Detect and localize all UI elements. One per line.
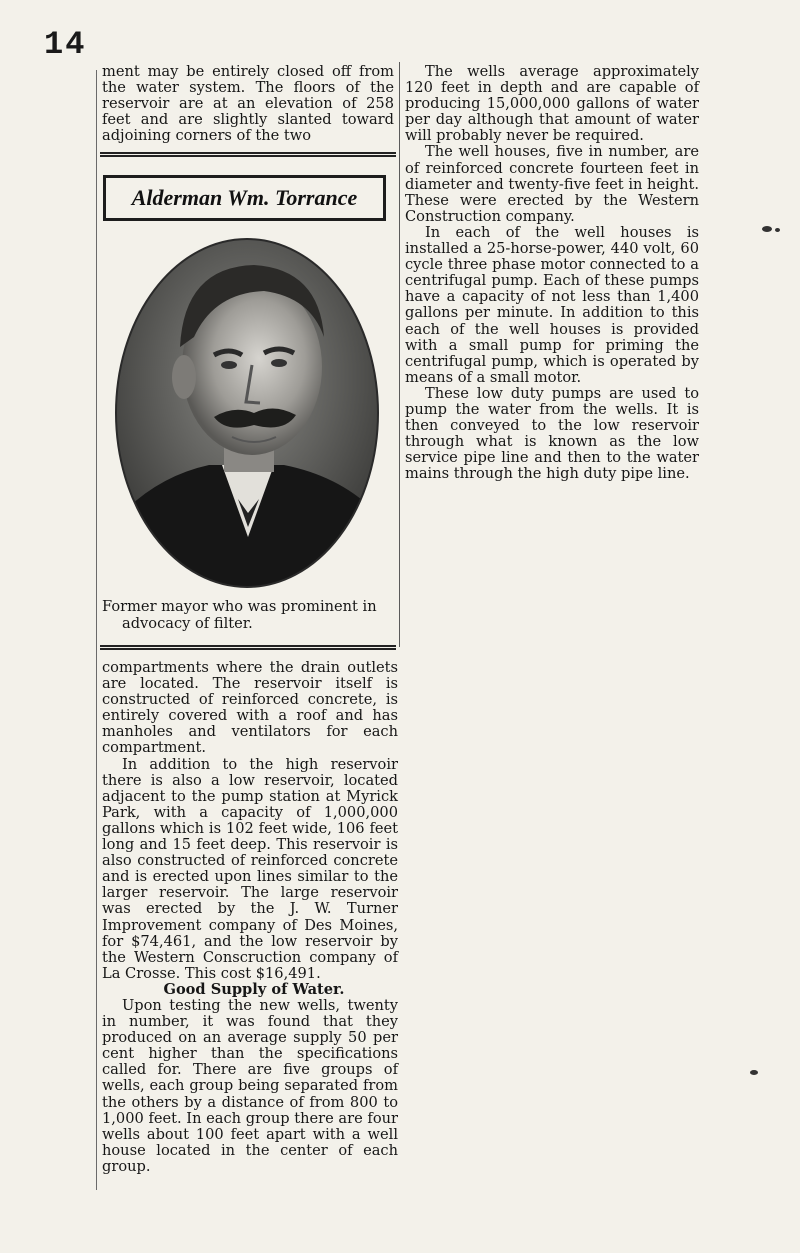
- ink-speck: [775, 228, 780, 232]
- paragraph: These low duty pumps are used to pump the water from the wells. It is then conveyed to the low reservoir through what is known as the low service pipe line and then to the water mains through the high duty pipe line.: [405, 384, 699, 483]
- portrait-title: Alderman Wm. Torrance: [131, 185, 358, 210]
- portrait-photo: [114, 237, 380, 589]
- paragraph: The well houses, five in number, are of reinforced concrete fourteen feet in diameter and twenty-five feet in height. These were erected by the Western Construction company.: [405, 143, 699, 225]
- subheading: Good Supply of Water.: [163, 980, 345, 998]
- portrait-title-box: [103, 175, 386, 221]
- paragraph: compartments where the drain outlets are located. The reservoir itself is constructed of reinforced concrete, is entirely covered with a roof and has manholes and ventilators for each compartment.: [102, 659, 398, 757]
- double-rule-top: [100, 152, 396, 157]
- left-column-top-text: [102, 64, 394, 144]
- caption-line: Former mayor who was prominent in: [102, 598, 377, 615]
- paragraph: Upon testing the new wells, twenty in number, it was found that they produced on an average supply 50 per cent higher than the specifications called for. There are five groups of wells, each group being separated from the others by a distance of from 800 to 1,000 feet. In each group there are four wells about 100 feet apart with a well house located in the center of each group.: [102, 996, 398, 1175]
- paragraph: The wells average approximately 120 feet in depth and are capable of producing 15,000,000 gallons of water per day although that amount of water will probably never be required.: [405, 63, 699, 145]
- left-margin-rule: [96, 70, 97, 1190]
- paragraph: In each of the well houses is installed a 25-horse-power, 440 volt, 60 cycle three phase motor connected to a centrifugal pump. Each of these pumps have a capacity of not less than 1,400 gallons per minute. In addition to this each of the well houses is provided with a small pump for priming the centrifugal pump, which is operated by means of a small motor.: [405, 223, 699, 386]
- ink-speck: [750, 1070, 758, 1075]
- paragraph: ment may be entirely closed off from the water system. The floors of the reservoir are at an elevation of 258 feet and are slightly slanted toward adjoining corners of the two: [102, 63, 394, 145]
- double-rule-bottom: [100, 645, 396, 650]
- portrait-caption: [102, 598, 394, 632]
- left-column-bottom-text: [102, 660, 398, 1175]
- right-column-text: [405, 64, 699, 482]
- column-divider-rule: [399, 62, 400, 647]
- page-number: 14: [44, 26, 87, 63]
- paragraph: In addition to the high reservoir there is also a low reservoir, located adjacent to the pump station at Myrick Park, with a capacity of 1,000,000 gallons which is 102 feet wide, 106 feet long and 15 feet deep. This reservoir is also constructed of reinforced concrete and is erected upon lines similar to the larger reservoir. The large reservoir was erected by the J. W. Turner Improvement company of Des Moines, for $74,461, and the low reservoir by the Western Conscruction company of La Crosse. This cost $16,491.: [102, 755, 398, 982]
- ink-speck: [762, 226, 772, 232]
- caption-line: advocacy of filter.: [122, 615, 253, 632]
